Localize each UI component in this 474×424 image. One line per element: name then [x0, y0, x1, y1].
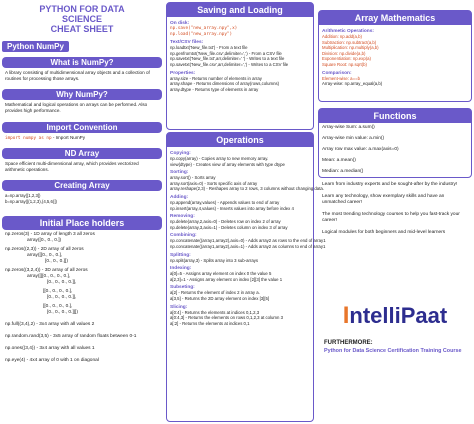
- ops-b1: a[2] - Returns the element of index 2 in array a.: [170, 290, 260, 296]
- import-header: Import Convention: [2, 122, 162, 133]
- create-header: Creating Array: [2, 180, 162, 191]
- title-block: [2, 0, 162, 34]
- init-zeros-2d-out2: [0., 0., 0.]]): [45, 259, 68, 264]
- ops-x1: np.split(array,3) - Splits array into 3 sub-arrays: [170, 257, 259, 263]
- what-body: A library consisting of multidimensional array objects and a collection of routines for processing those arrays.: [5, 70, 150, 81]
- init-ones: np.ones((3,4)) - 3x4 array with all values 1: [5, 346, 95, 351]
- promo-block: [318, 182, 472, 236]
- math-exp: Exponentiation: np.exp(a): [322, 56, 371, 62]
- create-line2: b=np.array([(1,2,3),(4,5,6)]): [5, 198, 57, 204]
- nd-header: ND Array: [2, 148, 162, 159]
- logo-text: ntelliPaat: [349, 303, 448, 328]
- ops-k1: a[0:4] - Returns the elements at indices 0,1,2,3: [170, 309, 260, 315]
- ops-c1: np.copy(array) - Copies array to new memory array.: [170, 156, 269, 161]
- init-zeros-3d-out3: [[0., 0., 0., 0.],: [43, 289, 73, 294]
- ops-sort-label: Sorting:: [170, 170, 189, 176]
- math-compare-label: Comparison:: [322, 70, 352, 76]
- math-add: Addition: np.add(a,b): [322, 34, 362, 39]
- create-line1: a=np.array([1,2,3]): [5, 193, 41, 198]
- save-t3: np.savetxt('New_file.txt',arr,delimiter=' ') - Writes to a text file: [170, 56, 285, 62]
- func-sum: Array-wise Sum: a.sum(): [322, 125, 375, 130]
- ops-add-label: Adding:: [170, 194, 189, 200]
- save-p1: array.size - Returns number of elements in array: [170, 75, 262, 81]
- init-zeros-3d-out4: [0., 0., 0., 0.]],: [47, 295, 77, 300]
- ops-subset-label: Subseting:: [170, 285, 195, 291]
- ops-o2: array.sort(axis=0) - Sorts specific axis of array: [170, 180, 258, 186]
- ops-header: Operations: [167, 133, 313, 147]
- ops-i1: a[0]=5 - Assigns array element on index 0 the value 5: [170, 271, 272, 277]
- title-line3: CHEAT SHEET: [50, 24, 114, 34]
- func-median: Median: a.median(): [322, 169, 364, 174]
- logo-initial: I: [342, 302, 350, 329]
- func-max: Array row max value: a.max(axis=0): [322, 147, 399, 152]
- ops-section: [166, 132, 326, 422]
- create-section: [2, 180, 162, 206]
- promo-p4: Logical modules for both beginners and mid-level learners: [322, 230, 446, 235]
- init-eye: np.eye(4) - 4x4 array of 0 with 1 on diagonal: [5, 358, 99, 363]
- init-zeros-3d-out1: array([[[0., 0., 0., 0.],: [27, 274, 71, 279]
- math-div: Division: np.divide(a,b): [322, 50, 366, 56]
- math-section: [318, 10, 472, 102]
- ops-m2: np.concatenate((array1,array2),axis=1) - Adds array2 as columns to end of array1: [170, 243, 326, 249]
- ops-r2: np.delete(array,3,axis=1) - Deletes column on index 3 of array: [170, 224, 288, 230]
- ops-i2: a[2,3]=1 - Assigns array element on index [2][3] the value 1: [170, 276, 283, 282]
- import-section: [2, 122, 162, 144]
- math-sqrt: Square Root: np.sqrt(b): [322, 61, 367, 67]
- python-numpy-tag: Python NumPy: [2, 41, 69, 52]
- init-header: Initial Place holders: [2, 216, 162, 230]
- init-zeros-2d: np.zeros((2,3)) - 2D array of all zeros: [5, 247, 84, 252]
- intellipaat-logo: [318, 302, 472, 330]
- import-code: import numpy as np: [5, 136, 52, 141]
- ops-b2: a[3,5] - Returns the 2D array element on index [3][5]: [170, 295, 270, 301]
- ops-split-label: Splitting:: [170, 252, 191, 258]
- left-column: [2, 0, 162, 34]
- save-t1: np.loadtxt('New_file.txt') - From a text file: [170, 45, 248, 51]
- save-p3: array.dtype - Returns type of elements in array: [170, 86, 259, 92]
- save-p2: array.shape - Returns dimensions of array(rows,columns): [170, 81, 280, 87]
- init-zeros-1d-out: array([0., 0., 0.]): [27, 238, 62, 243]
- why-body: Mathematical and logical operations on arrays can be performed. Also provides high performance.: [5, 102, 148, 113]
- ops-copy-label: Copying:: [170, 151, 191, 156]
- promo-p2: Learn any technology, show exemplary skills and have an unmatched career!: [322, 194, 445, 205]
- ops-a1: np.append(array,values) - Appends values to end of array: [170, 199, 280, 205]
- init-zeros-3d-out6: [0., 0., 0., 0.]]]): [47, 310, 78, 315]
- promo-p3: The most trending technology courses to help you fast-track your career!: [322, 212, 460, 223]
- ops-index-label: Indexing:: [170, 266, 192, 272]
- math-mul: Multiplication: np.multiply(a,b): [322, 45, 379, 51]
- funcs-header: Functions: [319, 109, 471, 123]
- ops-slice-label: Slicing:: [170, 304, 188, 310]
- further-label: FURTHERMORE:: [324, 340, 373, 346]
- ops-k2: a[0:4,3] - Returns the elements on rows 0,1,2,3 at column 3: [170, 315, 283, 321]
- ops-a2: np.insert(array,4,values) - Inserts values into array before index 4: [170, 205, 294, 211]
- math-arraywise: Array-wise: np.array_equal(a,b): [322, 81, 383, 87]
- nd-body: Space efficient multi-dimensional array, which provides vectorized arithmetic operations.: [5, 161, 139, 172]
- ops-o1: array.sort() - Sorts array: [170, 175, 216, 181]
- ops-remove-label: Removing:: [170, 214, 195, 220]
- further-link[interactable]: Python for Data Science Certification Training Course: [324, 348, 462, 354]
- what-section: [2, 57, 162, 84]
- ops-c2: view(dtype) - Creates view of array elements with type dtype: [170, 161, 285, 167]
- title-line2: SCIENCE: [61, 14, 102, 24]
- math-arith-label: Arithmetic Operations:: [322, 29, 374, 34]
- save-props-label: Properties:: [170, 70, 196, 76]
- nd-section: [2, 148, 162, 175]
- save-t4: np.savetxt('New_file.csv',arr,delimiter=',') - Writes to a CSV file: [170, 61, 289, 67]
- why-header: Why NumPy?: [2, 89, 162, 100]
- init-full: np.full((3,4),2) - 3x4 array with all values 2: [5, 322, 95, 327]
- init-zeros-3d: np.zeros((3,2,4)) - 3D array of all zeros: [5, 268, 88, 273]
- ops-combine-label: Combining:: [170, 233, 197, 239]
- ops-r1: np.delete(array,2,axis=0) - Deletes row on index 2 of array: [170, 219, 281, 225]
- func-min: Array-wise min value: a.min(): [322, 136, 385, 141]
- promo-p1: Learn from industry experts and be sought-after by the industry!: [322, 182, 458, 187]
- funcs-section: [318, 108, 472, 178]
- math-header: Array Mathematics: [319, 11, 471, 25]
- what-header: What is NumPy?: [2, 57, 162, 68]
- save-section: [166, 2, 314, 130]
- ops-m1: np.concatenate((array1,array2),axis=0) - Adds array2 as rows to the end of array1: [170, 238, 326, 244]
- math-elementwise: Element-wise: a==b: [322, 75, 360, 81]
- save-ondisk-label: On disk:: [170, 21, 190, 26]
- init-zeros-1d: np.zeros(3) - 1D array of length 3 all zeros: [5, 232, 95, 237]
- func-mean: Mean: a.mean(): [322, 158, 356, 163]
- ops-o3: array.reshape(2,3) - Reshapes array to 2 rows, 3 columns without changing data.: [170, 186, 324, 192]
- save-d2: np.load("new_array.npy"): [170, 31, 233, 37]
- save-header: Saving and Loading: [167, 3, 313, 17]
- import-desc: - Import NumPy: [51, 135, 86, 140]
- init-section: [2, 216, 162, 422]
- init-zeros-3d-out2: [0., 0., 0., 0.]],: [47, 280, 77, 285]
- init-zeros-3d-out5: [[0., 0., 0., 0.],: [43, 304, 73, 309]
- save-d1: np.save("new_array.npy",x): [170, 26, 238, 31]
- save-t2: np.genfromtxt('New_file.csv',delimiter=',') - From a CSV file: [170, 50, 282, 56]
- init-random: np.random.rand(3,5) - 3x5 array of random floats between 0-1: [5, 334, 137, 339]
- further-block: [318, 340, 472, 354]
- init-zeros-2d-out1: array([[0., 0., 0.],: [27, 253, 63, 258]
- title-line1: PYTHON FOR DATA: [39, 4, 125, 14]
- ops-k3: a[:2] - Returns the elements at indices 0,1: [170, 320, 250, 326]
- why-section: [2, 89, 162, 116]
- math-sub: Subtraction: np.subtract(a,b): [322, 39, 377, 45]
- save-text-label: Text/CSV files:: [170, 40, 204, 46]
